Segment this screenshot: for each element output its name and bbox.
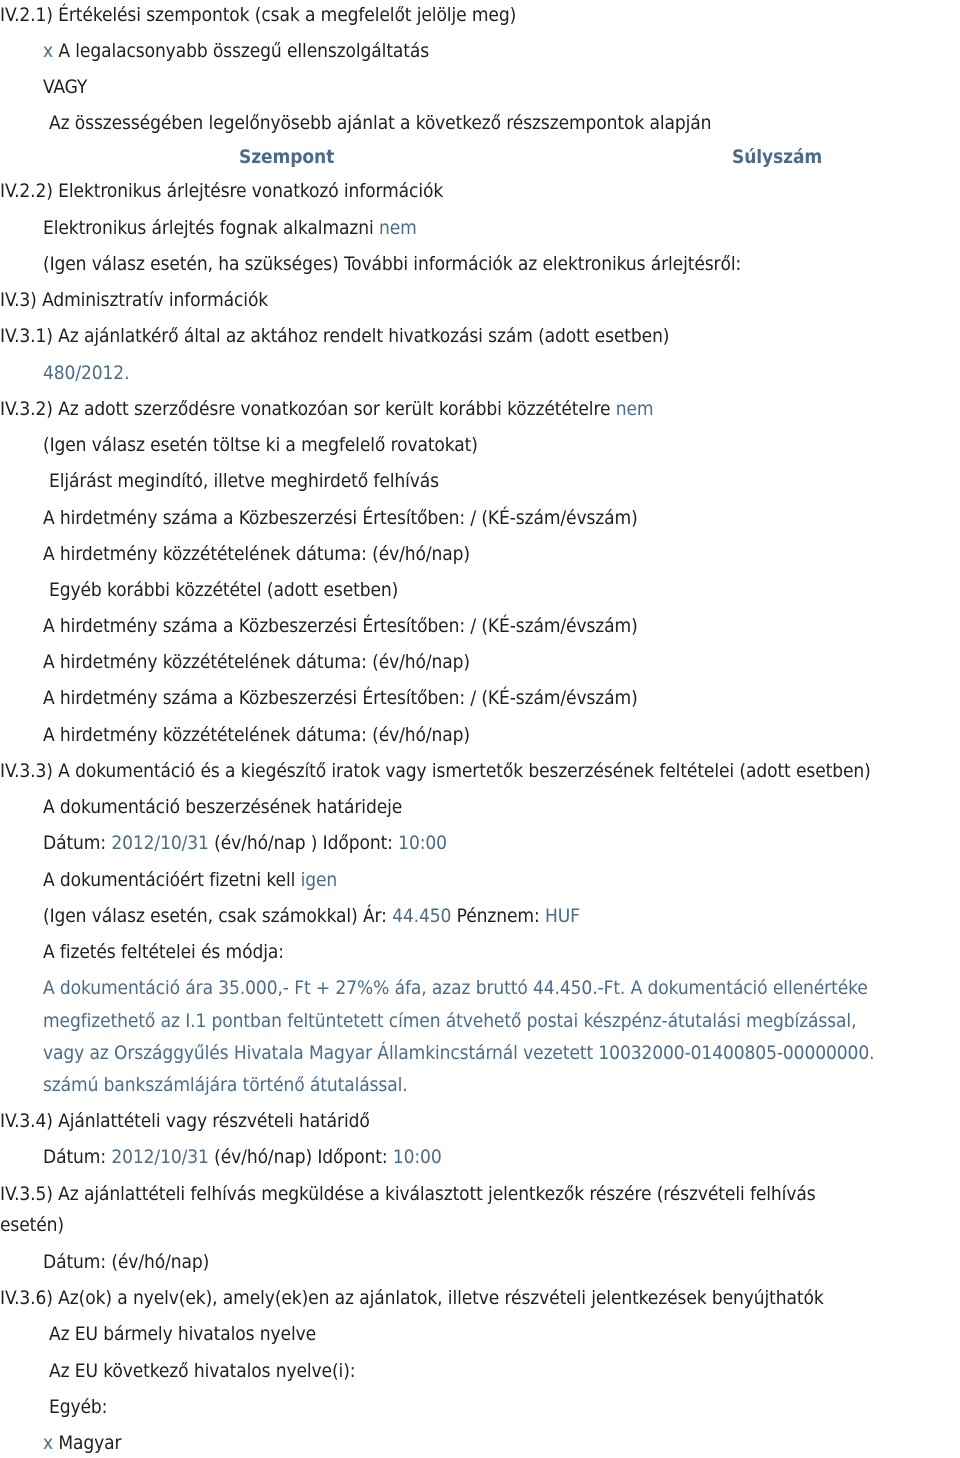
currency-value: HUF [544, 905, 580, 927]
section-iv-3-1-heading: IV.3.1) Az ajánlatkérő által az aktához rendelt hivatkozási szám (adott esetben) [0, 325, 670, 347]
section-iv-3-2-heading: IV.3.2) Az adott szerződésre vonatkozóan sor került korábbi közzétételre nem [0, 398, 654, 420]
criterion-column-header: Szempont [239, 146, 335, 168]
lowest-price-option: x A legalacsonyabb összegű ellenszolgáltatás [43, 40, 430, 62]
documentation-fee-value: igen [300, 869, 338, 891]
other-publication-label: Egyéb korábbi közzététel (adott esetben) [49, 579, 399, 601]
documentation-deadline-label: A dokumentáció beszerzésének határideje [43, 796, 403, 818]
tender-date-value: 2012/10/31 [111, 1146, 209, 1168]
price-value: 44.450 [392, 905, 452, 927]
section-iv-3-5-heading: IV.3.5) Az ajánlattételi felhívás megküldése a kiválasztott jelentkezők részére (részvételi felhívás [0, 1183, 816, 1205]
or-separator: VAGY [43, 76, 88, 98]
tender-time-value: 10:00 [392, 1146, 442, 1168]
notice-date-line: A hirdetmény közzétételének dátuma: (év/hó/nap) [43, 651, 470, 673]
any-eu-language-option: Az EU bármely hivatalos nyelve [49, 1323, 317, 1345]
price-line: (Igen válasz esetén, csak számokkal) Ár: 44.450 Pénznem: HUF [43, 905, 580, 927]
section-iv-2-2-heading: IV.2.2) Elektronikus árlejtésre vonatkozó információk [0, 180, 444, 202]
procedure-notice-label: Eljárást megindító, illetve meghirdető felhívás [49, 470, 439, 492]
fill-in-note: (Igen válasz esetén töltse ki a megfelelő rovatokat) [43, 434, 478, 456]
payment-terms-text: számú bankszámlájára történő átutalással. [43, 1074, 408, 1096]
notice-number-line: A hirdetmény száma a Közbeszerzési Értesítőben: / (KÉ-szám/évszám) [43, 687, 638, 709]
tender-deadline-line: Dátum: 2012/10/31 (év/hó/nap) Időpont: 10:00 [43, 1146, 442, 1168]
payment-terms-text: A dokumentáció ára 35.000,- Ft + 27%% áfa, azaz bruttó 44.450.-Ft. A dokumentáció ellenértéke [43, 977, 868, 999]
hungarian-language-option: x Magyar [43, 1432, 122, 1454]
other-language-option: Egyéb: [49, 1396, 108, 1418]
electronic-auction-info: (Igen válasz esetén, ha szükséges) További információk az elektronikus árlejtésről: [43, 253, 742, 275]
reference-number-value: 480/2012. [43, 362, 130, 384]
payment-terms-text: megfizethető az I.1 pontban feltüntetett címen átvehető postai készpénz-átutalási megbízással, [43, 1010, 857, 1032]
payment-terms-text: vagy az Országgyűlés Hivatala Magyar Államkincstárnál vezetett 10032000-01400805-00000000. [43, 1042, 875, 1064]
documentation-deadline-line: Dátum: 2012/10/31 (év/hó/nap ) Időpont: 10:00 [43, 832, 447, 854]
documentation-date-value: 2012/10/31 [111, 832, 209, 854]
notice-date-line: A hirdetmény közzétételének dátuma: (év/hó/nap) [43, 543, 470, 565]
section-iv-3-heading: IV.3) Adminisztratív információk [0, 289, 269, 311]
documentation-fee-line: A dokumentációért fizetni kell igen [43, 869, 338, 891]
electronic-auction-line: Elektronikus árlejtés fognak alkalmazni nem [43, 217, 417, 239]
invitation-date-line: Dátum: (év/hó/nap) [43, 1251, 210, 1273]
selected-mark: x [43, 40, 54, 62]
specific-eu-language-option: Az EU következő hivatalos nyelve(i): [49, 1360, 356, 1382]
notice-number-line: A hirdetmény száma a Közbeszerzési Értesítőben: / (KÉ-szám/évszám) [43, 507, 638, 529]
section-iv-3-4-heading: IV.3.4) Ajánlattételi vagy részvételi határidő [0, 1110, 370, 1132]
documentation-time-value: 10:00 [398, 832, 447, 854]
most-advantageous-option: Az összességében legelőnyösebb ajánlat a következő részszempontok alapján [49, 112, 712, 134]
section-iv-2-1-heading: IV.2.1) Értékelési szempontok (csak a megfelelőt jelölje meg) [0, 4, 517, 26]
notice-number-line: A hirdetmény száma a Közbeszerzési Értesítőben: / (KÉ-szám/évszám) [43, 615, 638, 637]
weight-column-header: Súlyszám [732, 146, 823, 168]
previous-publication-value: nem [615, 398, 654, 420]
section-iv-3-3-heading: IV.3.3) A dokumentáció és a kiegészítő iratok vagy ismertetők beszerzésének feltételei (adott esetben) [0, 760, 871, 782]
notice-date-line: A hirdetmény közzétételének dátuma: (év/hó/nap) [43, 724, 470, 746]
selected-mark: x [43, 1432, 54, 1454]
electronic-auction-value: nem [378, 217, 417, 239]
payment-terms-label: A fizetés feltételei és módja: [43, 941, 284, 963]
section-iv-3-5-heading-cont: esetén) [0, 1214, 64, 1236]
section-iv-3-6-heading: IV.3.6) Az(ok) a nyelv(ek), amely(ek)en az ajánlatok, illetve részvételi jelentkezések benyújthatók [0, 1287, 824, 1309]
